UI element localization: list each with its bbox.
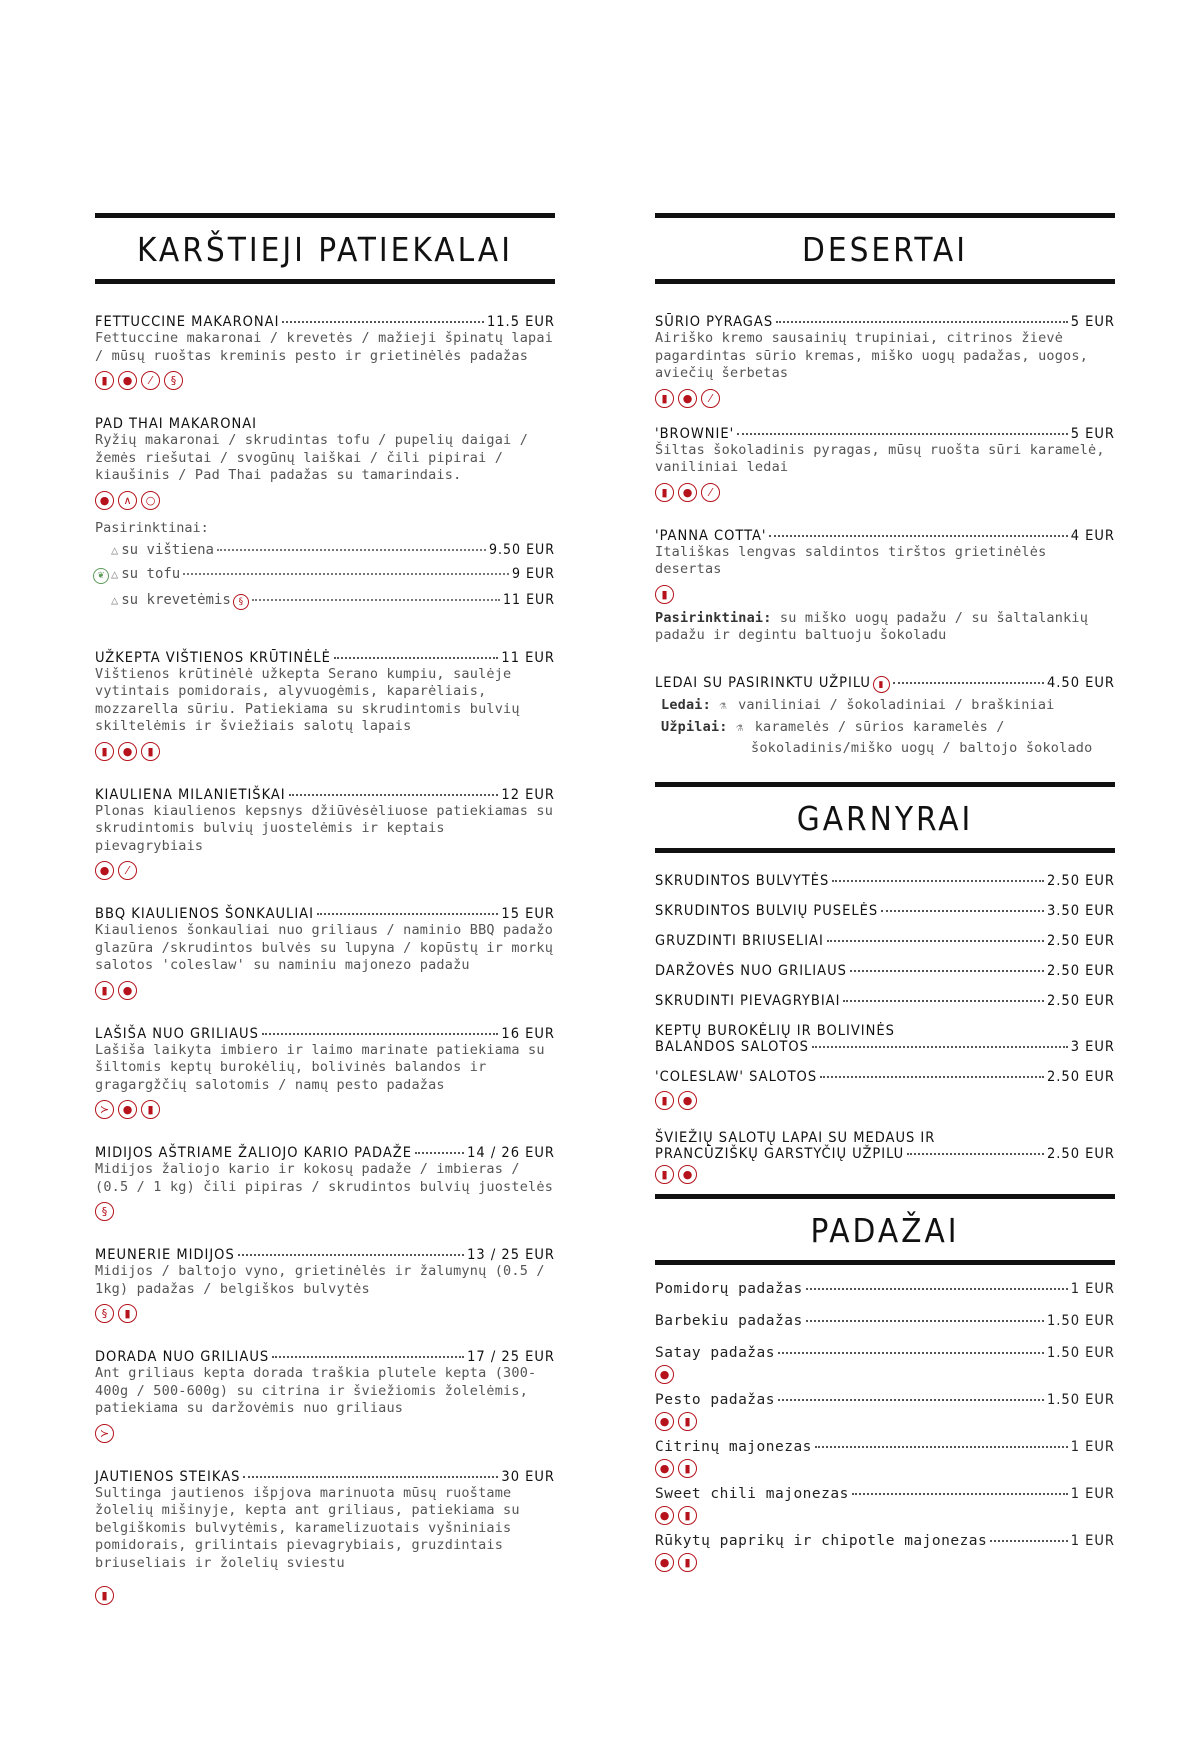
item-name: SKRUDINTOS BULVYTĖS (655, 872, 830, 889)
dessert-ice-cream (655, 675, 1115, 758)
item-name: Satay padažas (655, 1344, 775, 1361)
hot-dishes-section (95, 213, 555, 1631)
desserts-header (655, 213, 1115, 284)
item-name: KIAULIENA MILANIETIŠKAI (95, 786, 286, 803)
menu-item-pork (95, 787, 555, 881)
nut-icon: ● (678, 1165, 697, 1184)
chili-icon: ∧ (118, 491, 137, 510)
side-item (655, 963, 1115, 979)
menu-item-salmon (95, 1026, 555, 1120)
menu-item-mussels-curry (95, 1145, 555, 1221)
item-name: Pesto padažas (655, 1391, 775, 1408)
dairy-icon: ▮ (95, 1586, 114, 1605)
nut-icon: ● (655, 1459, 674, 1478)
item-name: SŪRIO PYRAGAS (655, 314, 774, 330)
item-description: Šiltas šokoladinis pyragas, mūsų ruošta sūri karamelė, vaniliniai ledai (655, 441, 1105, 475)
dairy-icon: ▮ (95, 371, 114, 390)
dessert-panna-cotta (655, 528, 1115, 645)
sauce-item (655, 1313, 1115, 1329)
menu-item-steak (95, 1469, 555, 1606)
nut-icon: ● (118, 742, 137, 761)
sauce-item (655, 1392, 1115, 1431)
item-name: LEDAI SU PASIRINKTU UŽPILU (655, 674, 871, 691)
panna-options (655, 610, 1115, 645)
item-price: 3.50 EUR (1046, 902, 1115, 919)
ice-flavors (661, 697, 1115, 715)
item-description: Ryžių makaronai / skrudintas tofu / pupelių daigai / žemės riešutai / svogūnų laiškai / čili pipirai / kiaušinis / Pad Thai padažas su tamarindais. (95, 432, 529, 483)
item-name: KEPTŲ BUROKĖLIŲ IR BOLIVINĖS (655, 1022, 895, 1039)
side-item (655, 873, 1115, 889)
nut-icon: ● (95, 861, 114, 880)
options-label: Pasirinktinai: (655, 609, 772, 626)
item-name: PRANCŪZIŠKŲ GARSTYČIŲ UŽPILU (655, 1145, 905, 1162)
option-row (111, 542, 555, 558)
item-name: SKRUDINTI PIEVAGRYBIAI (655, 992, 841, 1009)
dairy-icon: ▮ (95, 981, 114, 1000)
option-name: su vištiena (121, 541, 214, 558)
nut-icon: ● (118, 1100, 137, 1119)
side-item (655, 1069, 1115, 1110)
desserts-title: DESERTAI (801, 230, 969, 269)
item-price: 17 / 25 EUR (467, 1349, 555, 1365)
item-price: 14 / 26 EUR (467, 1145, 555, 1161)
flask-icon: ⚗ (735, 719, 744, 734)
option-price: 11 EUR (503, 591, 555, 608)
item-name: UŽKEPTA VIŠTIENOS KRŪTINĖLĖ (95, 649, 331, 666)
chicken-icon: △ (111, 566, 119, 581)
item-price: 15 EUR (501, 906, 555, 922)
item-name: Barbekiu padažas (655, 1312, 803, 1329)
sauce-item (655, 1439, 1115, 1478)
side-item (655, 1130, 1115, 1184)
fish-icon: ≻ (95, 1424, 114, 1443)
item-price: 12 EUR (501, 786, 555, 803)
item-name: Sweet chili majonezas (655, 1485, 849, 1502)
item-price: 1 EUR (1070, 1438, 1115, 1455)
dairy-icon: ▮ (678, 1506, 697, 1525)
menu-item-pad-thai (95, 416, 555, 610)
menu-item-ribs (95, 906, 555, 1000)
item-name: 'PANNA COTTA' (655, 527, 767, 544)
dessert-cheesecake (655, 314, 1115, 408)
nut-icon: ● (655, 1506, 674, 1525)
item-price: 2.50 EUR (1046, 992, 1115, 1009)
hot-dishes-header (95, 213, 555, 284)
dairy-icon: ▮ (678, 1412, 697, 1431)
item-description: Ant griliaus kepta dorada traškia plutele kepta (300-400g / 500-600g) su citrina ir šviežiomis žolelėmis, patiekiama su daržovėmis nuo griliaus (95, 1365, 537, 1416)
shrimp-icon: § (233, 594, 249, 610)
item-price: 1 EUR (1070, 1485, 1115, 1502)
topping-text: šokoladinis/miško uogų / baltojo šokolado (751, 740, 1093, 756)
sauce-item (655, 1486, 1115, 1525)
item-name: ŠVIEŽIŲ SALOTŲ LAPAI SU MEDAUS IR (655, 1129, 936, 1146)
options-label: Pasirinktinai: (95, 519, 209, 536)
options-text: su miško uogų padažu / su šaltalankių padažu ir degintu baltuoju šokoladu (655, 609, 1089, 643)
item-price: 2.50 EUR (1046, 1068, 1115, 1085)
item-description: Lašiša laikyta imbiero ir laimo marinate patiekiama su šiltomis keptų burokėlių, bolivinės balandos ir gragargžčių salotomis / namų pesto padažas (95, 1041, 545, 1093)
item-name: BBQ KIAULIENOS ŠONKAULIAI (95, 906, 314, 922)
ice-toppings (661, 719, 1115, 737)
nut-icon: ● (678, 1091, 697, 1110)
fish-icon: ≻ (95, 1100, 114, 1119)
dairy-icon: ▮ (655, 483, 674, 502)
menu-item-chicken (95, 650, 555, 761)
chicken-icon: △ (111, 542, 119, 557)
nut-icon: ● (655, 1412, 674, 1431)
shrimp-icon: § (95, 1304, 114, 1323)
side-item (655, 903, 1115, 919)
item-price: 1.50 EUR (1046, 1312, 1115, 1329)
sauce-item (655, 1281, 1115, 1297)
item-description: Itališkas lengvas saldintos tirštos grietinėlės desertas (655, 543, 1047, 577)
topping-text: karamelės / sūrios karamelės / (754, 718, 1005, 735)
menu-item-mussels-meunerie (95, 1247, 555, 1323)
nut-icon: ● (678, 483, 697, 502)
option-price: 9.50 EUR (489, 541, 555, 558)
nut-icon: ● (678, 389, 697, 408)
ice-text: vaniliniai / šokoladiniai / braškiniai (738, 697, 1055, 713)
chicken-icon: △ (111, 592, 119, 607)
side-item (655, 993, 1115, 1009)
item-description: Airiško kremo sausainių trupiniai, citrinos žievė pagardintas sūrio kremas, miško uogų padažas, uogos, aviečių šerbetas (655, 330, 1089, 381)
dessert-brownie (655, 426, 1115, 502)
dairy-icon: ▮ (655, 389, 674, 408)
item-name: FETTUCCINE MAKARONAI (95, 314, 280, 330)
right-column (655, 213, 1115, 1572)
item-description: Kiaulienos šonkauliai nuo griliaus / naminio BBQ padažo glazūra /skrudintos bulvės su lupyna / kopūstų ir morkų salotos 'coleslaw' su naminiu majonezo padažu (95, 922, 554, 973)
item-price: 2.50 EUR (1046, 932, 1115, 949)
option-row (111, 592, 555, 610)
menu-item-fettuccine (95, 314, 555, 390)
item-description: Plonas kiaulienos kepsnys džiūvėsėliuose patiekiamas su skrudintomis bulvių juostelėmis ir keptais pievagrybiais (95, 802, 554, 854)
gluten-icon: ⁄ (118, 861, 137, 880)
egg-icon: ○ (141, 491, 160, 510)
item-price: 4 EUR (1070, 527, 1115, 544)
topping-label: Užpilai: (661, 718, 728, 735)
item-name: DARŽOVĖS NUO GRILIAUS (655, 962, 847, 979)
hot-dishes-title: KARŠTIEJI PATIEKALAI (137, 230, 513, 269)
item-price: 1 EUR (1070, 1532, 1115, 1549)
dairy-icon: ▮ (655, 585, 674, 604)
option-name: su tofu (121, 565, 181, 582)
item-description: Fettuccine makaronai / krevetės / mažieji špinatų lapai / mūsų ruoštas kreminis pesto ir grietinėlės padažas (95, 330, 554, 364)
item-name: MIDIJOS AŠTRIAME ŽALIOJO KARIO PADAŽE (95, 1145, 412, 1161)
item-name: DORADA NUO GRILIAUS (95, 1349, 270, 1365)
item-price: 13 / 25 EUR (467, 1247, 555, 1263)
item-price: 4.50 EUR (1046, 674, 1115, 691)
option-row (93, 566, 555, 584)
nut-icon: ● (118, 981, 137, 1000)
gluten-icon: ⁄ (701, 483, 720, 502)
nut-icon: ● (655, 1365, 674, 1384)
nut-icon: ● (118, 371, 137, 390)
item-name: Pomidorų padažas (655, 1280, 803, 1297)
nut-icon: ● (95, 491, 114, 510)
item-description: Midijos žaliojo kario ir kokosų padaže / imbieras / (0.5 / 1 kg) čili pipiras / skrudintos bulvių juostelės (95, 1161, 554, 1195)
sauces-title: PADAŽAI (810, 1210, 960, 1250)
dairy-icon: ▮ (655, 1165, 674, 1184)
item-name: BALANDOS SALOTOS (655, 1038, 809, 1055)
sauce-item (655, 1345, 1115, 1384)
sauces-header (655, 1194, 1115, 1265)
item-name: LAŠIŠA NUO GRILIAUS (95, 1025, 259, 1042)
vegan-icon: ❦ (93, 568, 109, 584)
item-price: 1 EUR (1070, 1280, 1115, 1297)
item-name: 'BROWNIE' (655, 425, 735, 442)
item-price: 16 EUR (501, 1025, 555, 1042)
item-price: 5 EUR (1070, 314, 1115, 330)
dairy-icon: ▮ (678, 1553, 697, 1572)
sauce-item (655, 1533, 1115, 1572)
dairy-icon: ▮ (873, 676, 890, 693)
item-description: Midijos / baltojo vyno, grietinėlės ir žalumynų (0.5 / 1kg) padažas / belgiškos bulvytės (95, 1263, 545, 1297)
item-price: 2.50 EUR (1046, 872, 1115, 889)
item-price: 1.50 EUR (1046, 1344, 1115, 1361)
item-name: 'COLESLAW' SALOTOS (655, 1068, 818, 1085)
item-description: Sultinga jautienos išpjova marinuota mūsų ruoštame žolelių mišinyje, kepta ant griliaus, patiekiama su belgiškomis bulvytėmis, karamelizuotais vyšniniais pomidorais, grilintais pievagrybiais, gruzdintais briuseliais ir žolelių sviestu (95, 1484, 520, 1571)
nut-icon: ● (655, 1553, 674, 1572)
shrimp-icon: § (164, 371, 183, 390)
gluten-icon: ⁄ (141, 371, 160, 390)
item-price: 5 EUR (1070, 425, 1115, 442)
item-price: 3 EUR (1070, 1038, 1115, 1055)
dairy-icon: ▮ (655, 1091, 674, 1110)
gluten-icon: ⁄ (701, 389, 720, 408)
item-description: Vištienos krūtinėlė užkepta Serano kumpiu, saulėje vytintais pomidorais, alyvuogėmis, kaparėliais, mozzarella sūriu. Patiekiama su skrudintomis bulvių skiltelėmis ir šviežiais salotų lapais (95, 665, 520, 734)
menu-item-dorada (95, 1349, 555, 1443)
item-price: 11.5 EUR (486, 314, 555, 330)
dairy-icon: ▮ (118, 1304, 137, 1323)
item-name: JAUTIENOS STEIKAS (95, 1468, 241, 1485)
dairy-icon: ▮ (678, 1459, 697, 1478)
dairy-icon: ▮ (95, 742, 114, 761)
option-name: su krevetėmis (121, 591, 231, 608)
flask-icon: ⚗ (719, 698, 727, 712)
item-price: 11 EUR (501, 649, 555, 666)
sides-header (655, 782, 1115, 853)
item-name: Rūkytų paprikų ir chipotle majonezas (655, 1532, 988, 1549)
item-name: GRUZDINTI BRIUSELIAI (655, 932, 824, 949)
side-item (655, 933, 1115, 949)
side-item (655, 1023, 1115, 1055)
ice-label: Ledai: (661, 697, 711, 713)
item-name: SKRUDINTOS BULVIŲ PUSELĖS (655, 902, 879, 919)
shrimp-icon: § (95, 1202, 114, 1221)
sides-title: GARNYRAI (796, 798, 974, 838)
item-price: 2.50 EUR (1046, 962, 1115, 979)
item-name: MEUNERIE MIDIJOS (95, 1247, 235, 1263)
item-price: 2.50 EUR (1046, 1145, 1115, 1162)
dairy-icon: ▮ (141, 742, 160, 761)
item-name: PAD THAI MAKARONAI (95, 416, 257, 432)
item-price: 30 EUR (501, 1468, 555, 1485)
item-name: Citrinų majonezas (655, 1438, 812, 1455)
option-price: 9 EUR (512, 565, 555, 582)
item-price: 1.50 EUR (1046, 1391, 1115, 1408)
dairy-icon: ▮ (141, 1100, 160, 1119)
